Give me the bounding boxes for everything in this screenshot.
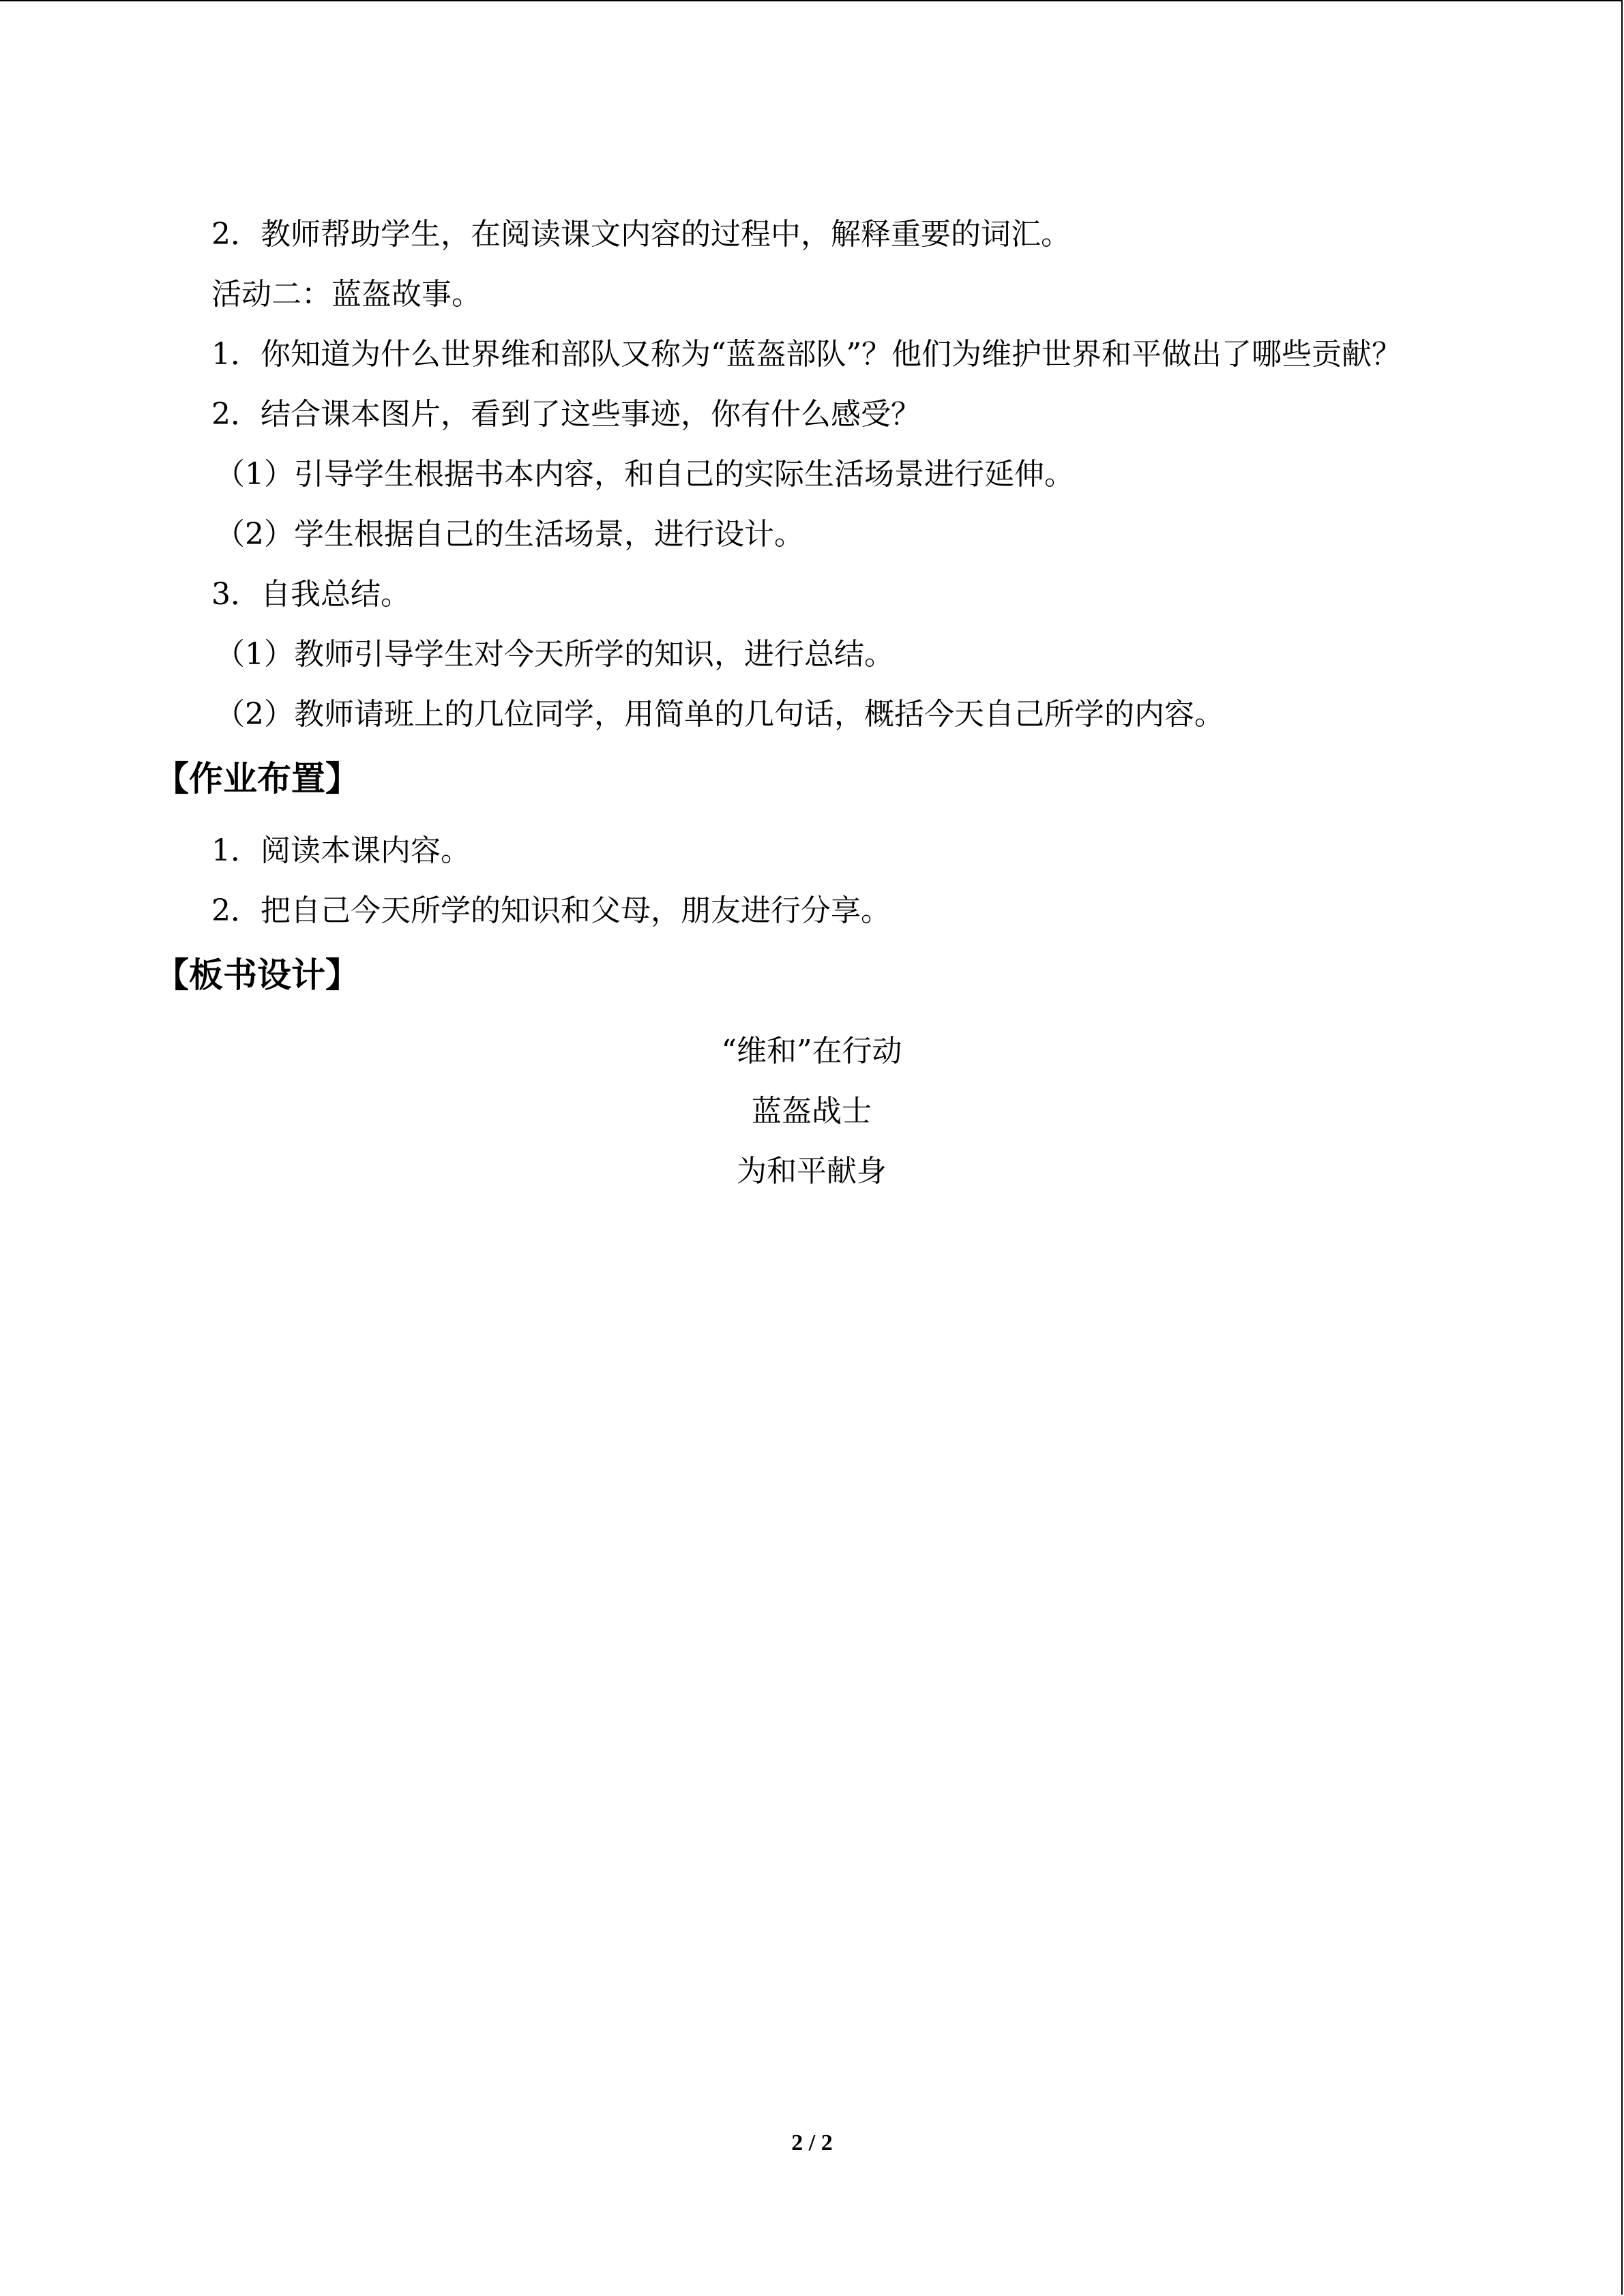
homework-item: 2．把自己今天所学的知识和父母，朋友进行分享。 bbox=[211, 893, 891, 928]
body-line: 2．教师帮助学生，在阅读课文内容的过程中，解释重要的词汇。 bbox=[211, 217, 1071, 252]
body-line: （2）教师请班上的几位同学，用简单的几句话，概括今天自己所学的内容。 bbox=[215, 697, 1224, 732]
board-line: “维和”在行动 bbox=[721, 1034, 902, 1069]
body-line: （2）学生根据自己的生活场景，进行设计。 bbox=[215, 517, 804, 552]
body-line: 2．结合课本图片，看到了这些事迹，你有什么感受？ bbox=[211, 397, 921, 432]
board-line: 为和平献身 bbox=[737, 1154, 887, 1189]
homework-heading: 【作业布置】 bbox=[155, 759, 359, 799]
page-number: 2 / 2 bbox=[791, 2130, 833, 2156]
board-heading: 【板书设计】 bbox=[155, 955, 359, 995]
homework-item: 1．阅读本课内容。 bbox=[211, 833, 471, 868]
document-body bbox=[147, 205, 1477, 1202]
body-line: 1．你知道为什么世界维和部队又称为“蓝盔部队”？他们为维护世界和平做出了哪些贡献？ bbox=[211, 337, 1402, 372]
board-line: 蓝盔战士 bbox=[752, 1094, 872, 1129]
body-line: （1）教师引导学生对今天所学的知识，进行总结。 bbox=[215, 637, 894, 672]
body-line: 3．自我总结。 bbox=[211, 577, 411, 612]
board-design bbox=[147, 1022, 1477, 1202]
body-line: （1）引导学生根据书本内容，和自己的实际生活场景进行延伸。 bbox=[215, 457, 1074, 492]
body-line: 活动二：蓝盔故事。 bbox=[211, 277, 482, 312]
